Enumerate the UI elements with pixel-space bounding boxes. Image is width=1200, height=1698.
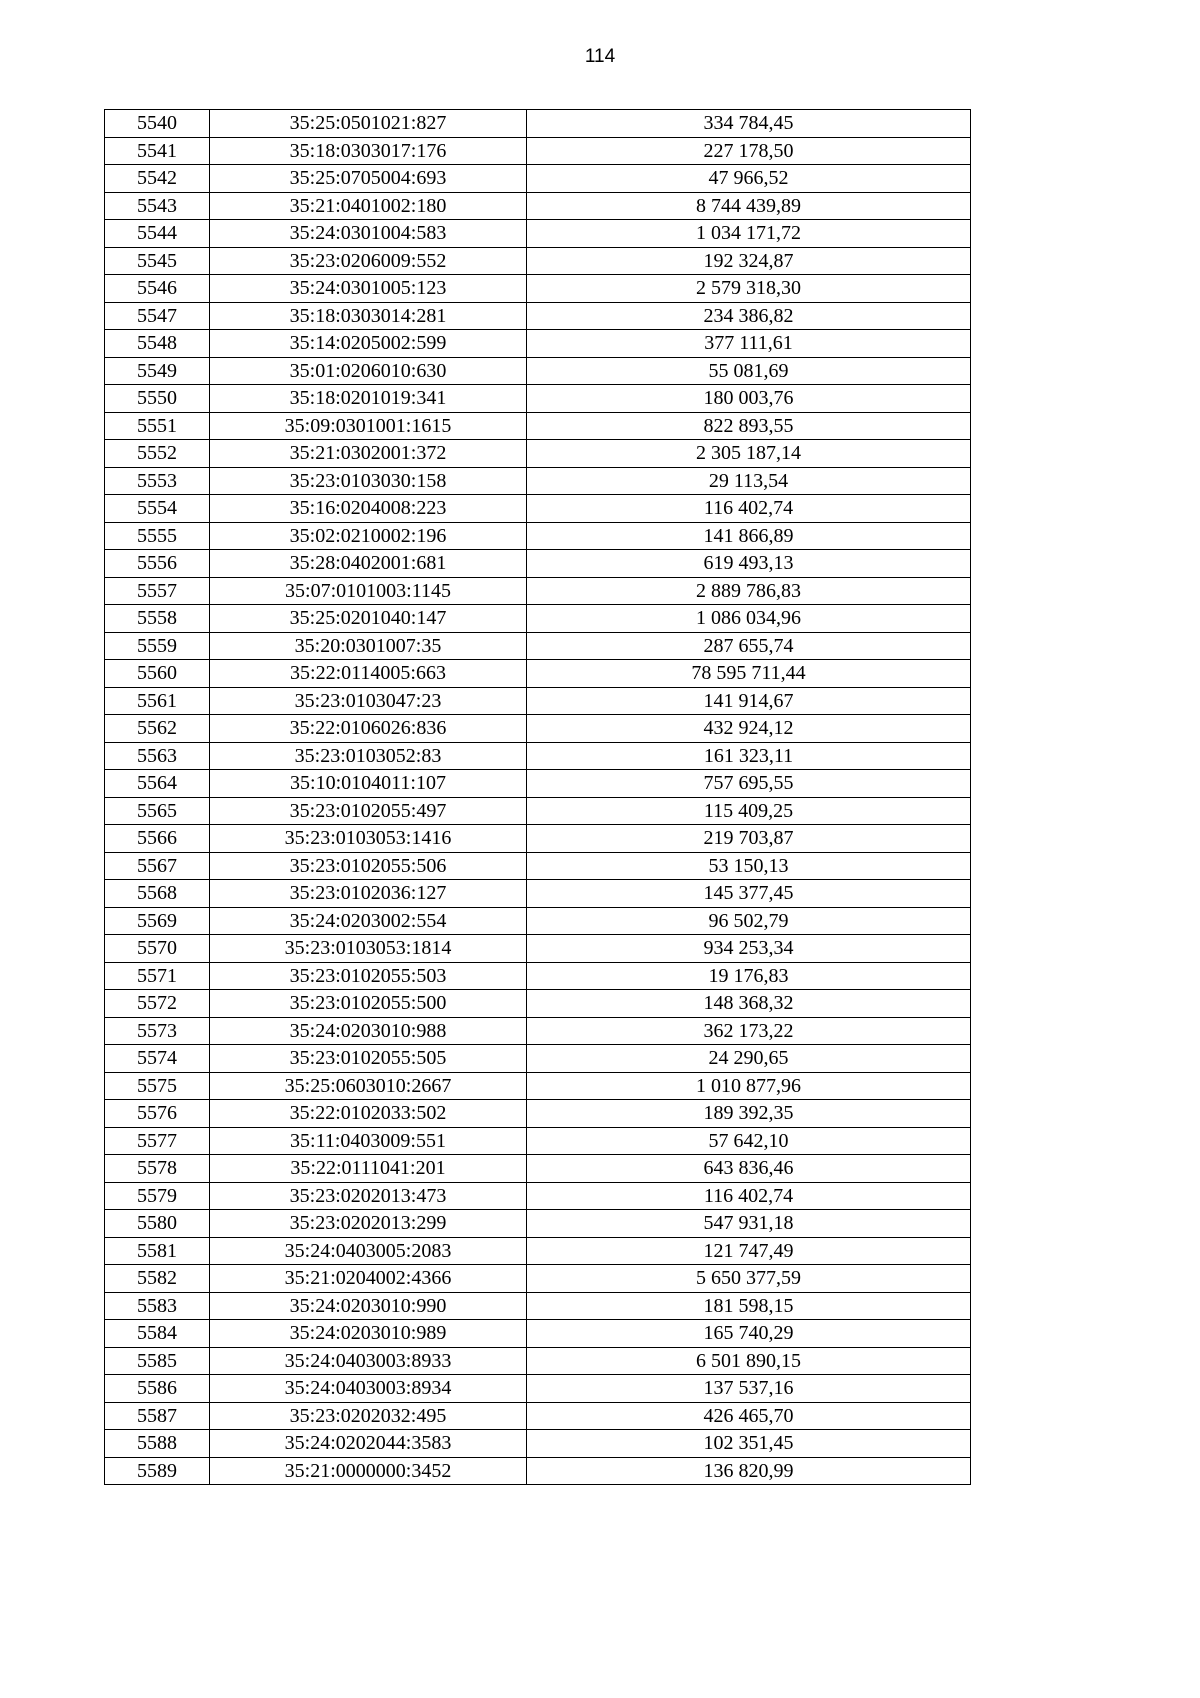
cadastral-number-cell: 35:23:0102036:127 bbox=[210, 880, 527, 908]
cadastral-value-cell: 29 113,54 bbox=[527, 467, 971, 495]
cadastral-value-cell: 137 537,16 bbox=[527, 1375, 971, 1403]
table-row bbox=[105, 1320, 971, 1348]
cadastral-number-cell: 35:25:0705004:693 bbox=[210, 165, 527, 193]
cadastral-number-cell: 35:18:0303017:176 bbox=[210, 137, 527, 165]
table-row bbox=[105, 192, 971, 220]
cadastral-number-cell: 35:21:0302001:372 bbox=[210, 440, 527, 468]
row-number-cell: 5573 bbox=[105, 1017, 210, 1045]
table-row bbox=[105, 550, 971, 578]
row-number-cell: 5557 bbox=[105, 577, 210, 605]
table-row bbox=[105, 1017, 971, 1045]
cadastral-value-cell: 6 501 890,15 bbox=[527, 1347, 971, 1375]
table-row bbox=[105, 165, 971, 193]
row-number-cell: 5555 bbox=[105, 522, 210, 550]
cadastral-number-cell: 35:18:0201019:341 bbox=[210, 385, 527, 413]
table-row bbox=[105, 522, 971, 550]
row-number-cell: 5579 bbox=[105, 1182, 210, 1210]
table-row bbox=[105, 1072, 971, 1100]
row-number-cell: 5577 bbox=[105, 1127, 210, 1155]
row-number-cell: 5583 bbox=[105, 1292, 210, 1320]
table-row bbox=[105, 357, 971, 385]
table-row bbox=[105, 1045, 971, 1073]
table-row bbox=[105, 962, 971, 990]
table-row bbox=[105, 1430, 971, 1458]
cadastral-value-cell: 2 889 786,83 bbox=[527, 577, 971, 605]
row-number-cell: 5572 bbox=[105, 990, 210, 1018]
cadastral-value-cell: 227 178,50 bbox=[527, 137, 971, 165]
table-row bbox=[105, 797, 971, 825]
cadastral-value-cell: 47 966,52 bbox=[527, 165, 971, 193]
table-row bbox=[105, 110, 971, 138]
cadastral-number-cell: 35:22:0106026:836 bbox=[210, 715, 527, 743]
table-row bbox=[105, 605, 971, 633]
table-row bbox=[105, 715, 971, 743]
cadastral-number-cell: 35:24:0202044:3583 bbox=[210, 1430, 527, 1458]
row-number-cell: 5546 bbox=[105, 275, 210, 303]
row-number-cell: 5547 bbox=[105, 302, 210, 330]
cadastral-value-cell: 287 655,74 bbox=[527, 632, 971, 660]
row-number-cell: 5587 bbox=[105, 1402, 210, 1430]
table-row bbox=[105, 1210, 971, 1238]
cadastral-number-cell: 35:23:0202013:299 bbox=[210, 1210, 527, 1238]
row-number-cell: 5544 bbox=[105, 220, 210, 248]
cadastral-value-cell: 55 081,69 bbox=[527, 357, 971, 385]
cadastral-number-cell: 35:22:0102033:502 bbox=[210, 1100, 527, 1128]
table-row bbox=[105, 220, 971, 248]
cadastral-number-cell: 35:24:0403003:8934 bbox=[210, 1375, 527, 1403]
table-row bbox=[105, 247, 971, 275]
table-row bbox=[105, 467, 971, 495]
cadastral-number-cell: 35:23:0103053:1416 bbox=[210, 825, 527, 853]
row-number-cell: 5571 bbox=[105, 962, 210, 990]
row-number-cell: 5575 bbox=[105, 1072, 210, 1100]
cadastral-number-cell: 35:21:0401002:180 bbox=[210, 192, 527, 220]
cadastral-value-cell: 2 305 187,14 bbox=[527, 440, 971, 468]
cadastral-number-cell: 35:23:0202013:473 bbox=[210, 1182, 527, 1210]
cadastral-number-cell: 35:22:0114005:663 bbox=[210, 660, 527, 688]
cadastral-number-cell: 35:25:0603010:2667 bbox=[210, 1072, 527, 1100]
table-row bbox=[105, 687, 971, 715]
cadastral-value-cell: 1 034 171,72 bbox=[527, 220, 971, 248]
cadastral-number-cell: 35:11:0403009:551 bbox=[210, 1127, 527, 1155]
table-row bbox=[105, 632, 971, 660]
cadastral-value-cell: 362 173,22 bbox=[527, 1017, 971, 1045]
cadastral-number-cell: 35:25:0501021:827 bbox=[210, 110, 527, 138]
row-number-cell: 5582 bbox=[105, 1265, 210, 1293]
row-number-cell: 5560 bbox=[105, 660, 210, 688]
cadastral-number-cell: 35:28:0402001:681 bbox=[210, 550, 527, 578]
cadastral-number-cell: 35:23:0202032:495 bbox=[210, 1402, 527, 1430]
cadastral-value-cell: 1 086 034,96 bbox=[527, 605, 971, 633]
cadastral-number-cell: 35:23:0103030:158 bbox=[210, 467, 527, 495]
table-row bbox=[105, 302, 971, 330]
cadastral-value-cell: 377 111,61 bbox=[527, 330, 971, 358]
cadastral-value-cell: 116 402,74 bbox=[527, 1182, 971, 1210]
table-row bbox=[105, 495, 971, 523]
cadastral-value-cell: 136 820,99 bbox=[527, 1457, 971, 1485]
row-number-cell: 5559 bbox=[105, 632, 210, 660]
cadastral-number-cell: 35:24:0203010:990 bbox=[210, 1292, 527, 1320]
cadastral-value-cell: 19 176,83 bbox=[527, 962, 971, 990]
table-row bbox=[105, 1155, 971, 1183]
table-row bbox=[105, 935, 971, 963]
row-number-cell: 5569 bbox=[105, 907, 210, 935]
cadastral-value-cell: 53 150,13 bbox=[527, 852, 971, 880]
cadastral-number-cell: 35:23:0102055:500 bbox=[210, 990, 527, 1018]
row-number-cell: 5548 bbox=[105, 330, 210, 358]
cadastral-number-cell: 35:24:0301005:123 bbox=[210, 275, 527, 303]
cadastral-number-cell: 35:23:0206009:552 bbox=[210, 247, 527, 275]
cadastral-value-cell: 24 290,65 bbox=[527, 1045, 971, 1073]
table-row bbox=[105, 990, 971, 1018]
row-number-cell: 5566 bbox=[105, 825, 210, 853]
cadastral-number-cell: 35:24:0403003:8933 bbox=[210, 1347, 527, 1375]
cadastral-number-cell: 35:23:0102055:505 bbox=[210, 1045, 527, 1073]
cadastral-number-cell: 35:01:0206010:630 bbox=[210, 357, 527, 385]
row-number-cell: 5563 bbox=[105, 742, 210, 770]
cadastral-number-cell: 35:23:0102055:497 bbox=[210, 797, 527, 825]
cadastral-value-cell: 102 351,45 bbox=[527, 1430, 971, 1458]
cadastral-number-cell: 35:21:0000000:3452 bbox=[210, 1457, 527, 1485]
table-row bbox=[105, 1375, 971, 1403]
table-row bbox=[105, 137, 971, 165]
row-number-cell: 5581 bbox=[105, 1237, 210, 1265]
row-number-cell: 5545 bbox=[105, 247, 210, 275]
row-number-cell: 5586 bbox=[105, 1375, 210, 1403]
table-row bbox=[105, 1402, 971, 1430]
row-number-cell: 5551 bbox=[105, 412, 210, 440]
table-row bbox=[105, 1182, 971, 1210]
table-row bbox=[105, 742, 971, 770]
cadastral-value-cell: 219 703,87 bbox=[527, 825, 971, 853]
row-number-cell: 5562 bbox=[105, 715, 210, 743]
cadastral-value-cell: 547 931,18 bbox=[527, 1210, 971, 1238]
cadastral-number-cell: 35:24:0301004:583 bbox=[210, 220, 527, 248]
cadastral-number-cell: 35:02:0210002:196 bbox=[210, 522, 527, 550]
table-row bbox=[105, 660, 971, 688]
cadastral-value-cell: 192 324,87 bbox=[527, 247, 971, 275]
cadastral-value-cell: 234 386,82 bbox=[527, 302, 971, 330]
cadastral-value-cell: 426 465,70 bbox=[527, 1402, 971, 1430]
row-number-cell: 5553 bbox=[105, 467, 210, 495]
row-number-cell: 5549 bbox=[105, 357, 210, 385]
table-row bbox=[105, 1127, 971, 1155]
cadastral-value-cell: 8 744 439,89 bbox=[527, 192, 971, 220]
table-row bbox=[105, 852, 971, 880]
cadastral-value-cell: 334 784,45 bbox=[527, 110, 971, 138]
row-number-cell: 5585 bbox=[105, 1347, 210, 1375]
row-number-cell: 5556 bbox=[105, 550, 210, 578]
table-row bbox=[105, 1265, 971, 1293]
cadastral-number-cell: 35:14:0205002:599 bbox=[210, 330, 527, 358]
cadastral-value-cell: 189 392,35 bbox=[527, 1100, 971, 1128]
cadastral-number-cell: 35:22:0111041:201 bbox=[210, 1155, 527, 1183]
cadastral-value-cell: 181 598,15 bbox=[527, 1292, 971, 1320]
table-row bbox=[105, 1237, 971, 1265]
cadastral-number-cell: 35:24:0203010:988 bbox=[210, 1017, 527, 1045]
row-number-cell: 5564 bbox=[105, 770, 210, 798]
cadastral-value-table bbox=[104, 109, 971, 1485]
cadastral-value-cell: 78 595 711,44 bbox=[527, 660, 971, 688]
table-row bbox=[105, 412, 971, 440]
cadastral-value-cell: 115 409,25 bbox=[527, 797, 971, 825]
table-row bbox=[105, 1457, 971, 1485]
table-body bbox=[105, 110, 971, 1485]
table-row bbox=[105, 1347, 971, 1375]
row-number-cell: 5570 bbox=[105, 935, 210, 963]
cadastral-number-cell: 35:24:0203002:554 bbox=[210, 907, 527, 935]
cadastral-value-cell: 141 866,89 bbox=[527, 522, 971, 550]
row-number-cell: 5543 bbox=[105, 192, 210, 220]
cadastral-value-cell: 1 010 877,96 bbox=[527, 1072, 971, 1100]
cadastral-value-cell: 116 402,74 bbox=[527, 495, 971, 523]
cadastral-value-cell: 619 493,13 bbox=[527, 550, 971, 578]
cadastral-number-cell: 35:18:0303014:281 bbox=[210, 302, 527, 330]
row-number-cell: 5561 bbox=[105, 687, 210, 715]
cadastral-number-cell: 35:09:0301001:1615 bbox=[210, 412, 527, 440]
cadastral-value-cell: 148 368,32 bbox=[527, 990, 971, 1018]
table-row bbox=[105, 1100, 971, 1128]
table-row bbox=[105, 1292, 971, 1320]
cadastral-value-cell: 165 740,29 bbox=[527, 1320, 971, 1348]
cadastral-value-cell: 96 502,79 bbox=[527, 907, 971, 935]
cadastral-value-cell: 822 893,55 bbox=[527, 412, 971, 440]
cadastral-number-cell: 35:10:0104011:107 bbox=[210, 770, 527, 798]
cadastral-number-cell: 35:23:0103053:1814 bbox=[210, 935, 527, 963]
cadastral-number-cell: 35:21:0204002:4366 bbox=[210, 1265, 527, 1293]
table-row bbox=[105, 275, 971, 303]
row-number-cell: 5554 bbox=[105, 495, 210, 523]
table-row bbox=[105, 825, 971, 853]
cadastral-number-cell: 35:24:0403005:2083 bbox=[210, 1237, 527, 1265]
table-row bbox=[105, 880, 971, 908]
cadastral-number-cell: 35:25:0201040:147 bbox=[210, 605, 527, 633]
row-number-cell: 5565 bbox=[105, 797, 210, 825]
table-row bbox=[105, 440, 971, 468]
page-number: 114 bbox=[584, 46, 616, 67]
cadastral-value-cell: 121 747,49 bbox=[527, 1237, 971, 1265]
cadastral-value-cell: 180 003,76 bbox=[527, 385, 971, 413]
row-number-cell: 5576 bbox=[105, 1100, 210, 1128]
table-row bbox=[105, 907, 971, 935]
row-number-cell: 5574 bbox=[105, 1045, 210, 1073]
cadastral-value-cell: 141 914,67 bbox=[527, 687, 971, 715]
cadastral-number-cell: 35:16:0204008:223 bbox=[210, 495, 527, 523]
table-row bbox=[105, 577, 971, 605]
row-number-cell: 5578 bbox=[105, 1155, 210, 1183]
cadastral-value-cell: 57 642,10 bbox=[527, 1127, 971, 1155]
row-number-cell: 5552 bbox=[105, 440, 210, 468]
row-number-cell: 5588 bbox=[105, 1430, 210, 1458]
cadastral-value-cell: 643 836,46 bbox=[527, 1155, 971, 1183]
cadastral-number-cell: 35:23:0102055:506 bbox=[210, 852, 527, 880]
cadastral-number-cell: 35:24:0203010:989 bbox=[210, 1320, 527, 1348]
cadastral-number-cell: 35:07:0101003:1145 bbox=[210, 577, 527, 605]
cadastral-number-cell: 35:20:0301007:35 bbox=[210, 632, 527, 660]
row-number-cell: 5567 bbox=[105, 852, 210, 880]
cadastral-value-cell: 5 650 377,59 bbox=[527, 1265, 971, 1293]
table-row bbox=[105, 770, 971, 798]
cadastral-value-cell: 145 377,45 bbox=[527, 880, 971, 908]
row-number-cell: 5580 bbox=[105, 1210, 210, 1238]
cadastral-value-cell: 432 924,12 bbox=[527, 715, 971, 743]
row-number-cell: 5540 bbox=[105, 110, 210, 138]
row-number-cell: 5541 bbox=[105, 137, 210, 165]
cadastral-value-cell: 934 253,34 bbox=[527, 935, 971, 963]
row-number-cell: 5558 bbox=[105, 605, 210, 633]
row-number-cell: 5568 bbox=[105, 880, 210, 908]
row-number-cell: 5584 bbox=[105, 1320, 210, 1348]
table-row bbox=[105, 385, 971, 413]
row-number-cell: 5589 bbox=[105, 1457, 210, 1485]
cadastral-number-cell: 35:23:0103052:83 bbox=[210, 742, 527, 770]
cadastral-number-cell: 35:23:0102055:503 bbox=[210, 962, 527, 990]
table-row bbox=[105, 330, 971, 358]
cadastral-value-cell: 2 579 318,30 bbox=[527, 275, 971, 303]
row-number-cell: 5542 bbox=[105, 165, 210, 193]
cadastral-value-cell: 161 323,11 bbox=[527, 742, 971, 770]
row-number-cell: 5550 bbox=[105, 385, 210, 413]
cadastral-value-cell: 757 695,55 bbox=[527, 770, 971, 798]
cadastral-number-cell: 35:23:0103047:23 bbox=[210, 687, 527, 715]
